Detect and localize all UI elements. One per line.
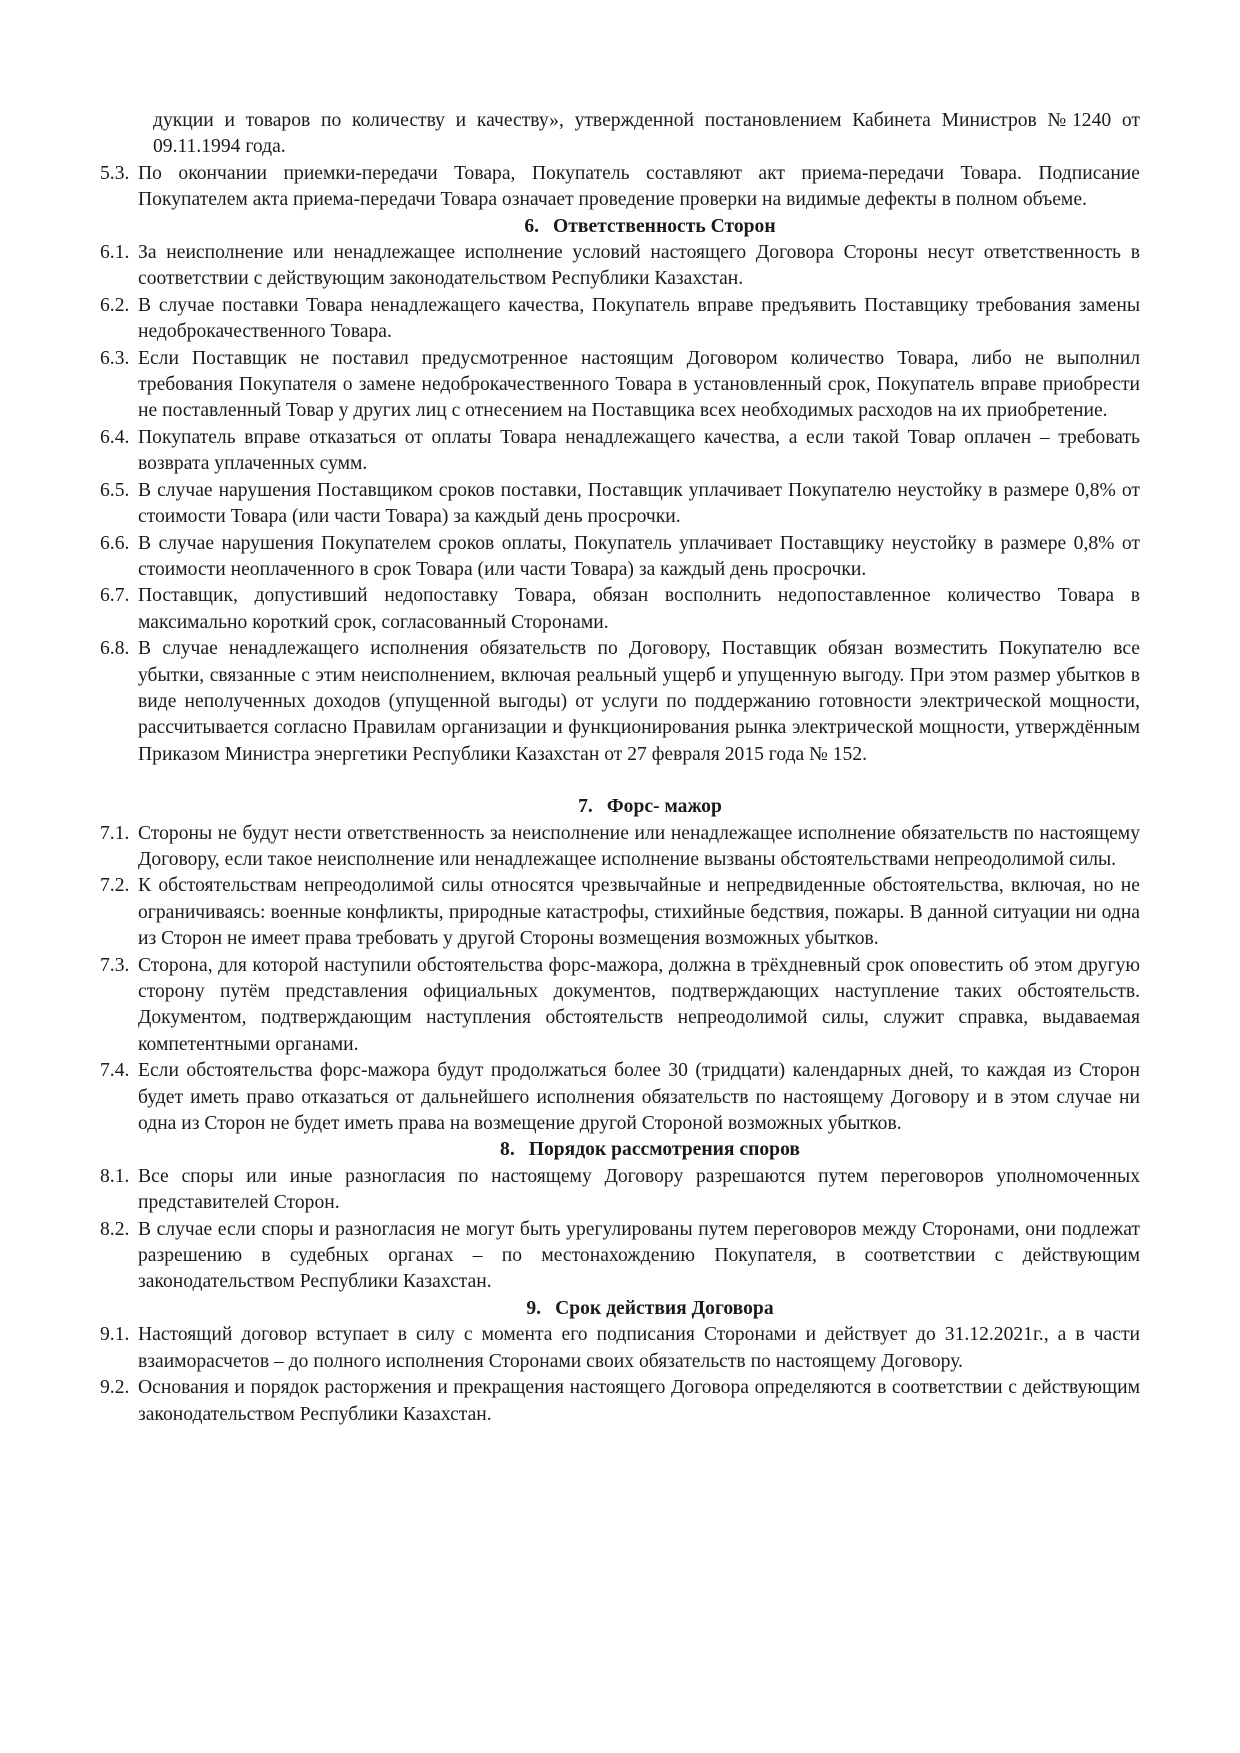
clause-6-3 xyxy=(100,346,1140,425)
clause-6-2 xyxy=(100,293,1140,346)
section-number: 6. xyxy=(524,215,540,237)
clause-number: 5.3. xyxy=(100,162,130,184)
clause-number: 9.2. xyxy=(100,1377,130,1399)
clause-number: 6.5. xyxy=(100,479,130,501)
clause-6-5 xyxy=(100,478,1140,531)
clause-number: 6.2. xyxy=(100,294,130,316)
section-number: 9. xyxy=(526,1297,542,1319)
clause-text: Поставщик, допустивший недопоставку Товара, обязан восполнить недопоставленное количество Товара в максимально короткий срок, согласованный Сторонами. xyxy=(138,585,1140,633)
clause-number: 6.7. xyxy=(100,585,130,607)
clause-number: 8.1. xyxy=(100,1165,130,1187)
section-6-heading xyxy=(100,214,1140,240)
clause-9-1 xyxy=(100,1322,1140,1375)
clause-text: По окончании приемки-передачи Товара, Покупатель составляют акт приема-передачи Товара. Подписание Покупателем акта приема-передачи Товара означает проведение проверки на видимые дефекты в полном объеме. xyxy=(138,162,1140,211)
section-title: Ответственность Сторон xyxy=(553,215,776,237)
section-number: 8. xyxy=(500,1139,515,1161)
clause-9-2 xyxy=(100,1375,1140,1428)
clause-text: Покупатель вправе отказаться от оплаты Товара ненадлежащего качества, а если такой Товар оплачен – требовать возврата уплаченных сумм. xyxy=(138,426,1140,475)
clause-text: За неисполнение или ненадлежащее исполнение условий настоящего Договора Стороны несут ответственность в соответствии с действующим законодательством Республики Казахстан. xyxy=(138,242,1140,290)
clause-text: Если Поставщик не поставил предусмотренное настоящим Договором количество Товара, либо не выполнил требования Покупателя о замене недоброкачественного Товара в установленный срок, Покупатель вправе приобрести не поставленный Товар у других лиц с отнесением на Поставщика всех необходимых расходов на их приобретение. xyxy=(138,347,1140,422)
section-title: Форс- мажор xyxy=(606,796,722,818)
clause-number: 8.2. xyxy=(100,1218,130,1240)
section-spacer xyxy=(100,768,1140,794)
clause-7-2 xyxy=(100,873,1140,952)
clause-6-1 xyxy=(100,240,1140,293)
intro-paragraph: дукции и товаров по количеству и качеству», утвержденной постановлением Кабинета Министров №1240 от 09.11.1994 года. xyxy=(153,110,1140,158)
clause-text: Стороны не будут нести ответственность за неисполнение или ненадлежащее исполнение обязательств по настоящему Договору, если такое неисполнение или ненадлежащее исполнение вызваны обстоятельствами непреодолимой силы. xyxy=(138,822,1140,870)
section-number: 7. xyxy=(578,796,593,818)
clause-7-3 xyxy=(100,953,1140,1059)
clause-text: Сторона, для которой наступили обстоятельства форс-мажора, должна в трёхдневный срок оповестить об этом другую сторону путём представления официальных документов, подтверждающих наступление таких обстоятельств. Документом, подтверждающим наступления обстоятельств непреодолимой силы, служит справка, выдаваемая компетентными органами. xyxy=(138,954,1140,1055)
clause-text: Настоящий договор вступает в силу с момента его подписания Сторонами и действует до 31.12.2021г., а в части взаиморасчетов – до полного исполнения Сторонами своих обязательств по настоящему Договору. xyxy=(138,1324,1140,1372)
clause-8-2 xyxy=(100,1217,1140,1296)
clause-number: 7.2. xyxy=(100,875,130,897)
clause-8-1 xyxy=(100,1164,1140,1217)
clause-number: 7.3. xyxy=(100,954,130,976)
clause-number: 6.4. xyxy=(100,426,130,448)
clause-text: К обстоятельствам непреодолимой силы относятся чрезвычайные и непредвиденные обстоятельства, включая, но не ограничиваясь: военные конфликты, природные катастрофы, стихийные бедствия, пожары. В данной ситуации ни одна из Сторон не имеет права требовать у другой Стороны возмещения возможных убытков. xyxy=(138,875,1140,950)
document-body xyxy=(100,108,1140,1428)
section-7-heading xyxy=(100,794,1140,820)
clause-text: В случае поставки Товара ненадлежащего качества, Покупатель вправе предъявить Поставщику требования замены недоброкачественного Товара. xyxy=(138,294,1140,343)
section-8-heading xyxy=(100,1137,1140,1163)
clause-7-1 xyxy=(100,821,1140,874)
clause-text: Все споры или иные разногласия по настоящему Договору разрешаются путем переговоров уполномоченных представителей Сторон. xyxy=(138,1165,1140,1214)
clause-number: 6.6. xyxy=(100,532,130,554)
clause-text: Если обстоятельства форс-мажора будут продолжаться более 30 (тридцати) календарных дней, то каждая из Сторон будет иметь право отказаться от дальнейшего исполнения обязательств по настоящему Договору и в этом случае ни одна из Сторон не будет иметь права на возмещение другой Стороной возможных убытков. xyxy=(138,1060,1140,1135)
clause-text: В случае если споры и разногласия не могут быть урегулированы путем переговоров между Сторонами, они подлежат разрешению в судебных органах – по местонахождению Покупателя, в соответствии с действующим законодательством Республики Казахстан. xyxy=(138,1218,1140,1293)
clause-number: 7.1. xyxy=(100,822,130,844)
clause-number: 6.3. xyxy=(100,347,130,369)
clause-5-3 xyxy=(100,161,1140,214)
clause-6-8 xyxy=(100,636,1140,768)
clause-7-4 xyxy=(100,1058,1140,1137)
clause-text: В случае нарушения Покупателем сроков оплаты, Покупатель уплачивает Поставщику неустойку в размере 0,8% от стоимости неоплаченного в срок Товара (или части Товара) за каждый день просрочки. xyxy=(138,532,1140,580)
clause-6-6 xyxy=(100,531,1140,584)
clause-6-7 xyxy=(100,583,1140,636)
clause-number: 9.1. xyxy=(100,1324,130,1346)
clause-text: В случае ненадлежащего исполнения обязательств по Договору, Поставщик обязан возместить Покупателю все убытки, связанные с этим неисполнением, включая реальный ущерб и упущенную выгоду. При этом размер убытков в виде неполученных доходов (упущенной выгоды) от услуги по поддержанию готовности электрической мощности, рассчитывается согласно Правилам организации и функционирования рынка электрической мощности, утверждённым Приказом Министра энергетики Республики Казахстан от 27 февраля 2015 года № 152. xyxy=(138,638,1140,765)
clause-text: Основания и порядок расторжения и прекращения настоящего Договора определяются в соответствии с действующим законодательством Республики Казахстан. xyxy=(138,1377,1140,1425)
clause-6-4 xyxy=(100,425,1140,478)
clause-number: 6.1. xyxy=(100,242,130,264)
clause-number: 6.8. xyxy=(100,638,130,660)
section-title: Порядок рассмотрения споров xyxy=(528,1139,800,1161)
section-9-heading xyxy=(100,1296,1140,1322)
clause-number: 7.4. xyxy=(100,1060,130,1082)
clause-text: В случае нарушения Поставщиком сроков поставки, Поставщик уплачивает Покупателю неустойку в размере 0,8% от стоимости Товара (или части Товара) за каждый день просрочки. xyxy=(138,479,1140,528)
section-title: Срок действия Договора xyxy=(555,1297,774,1319)
